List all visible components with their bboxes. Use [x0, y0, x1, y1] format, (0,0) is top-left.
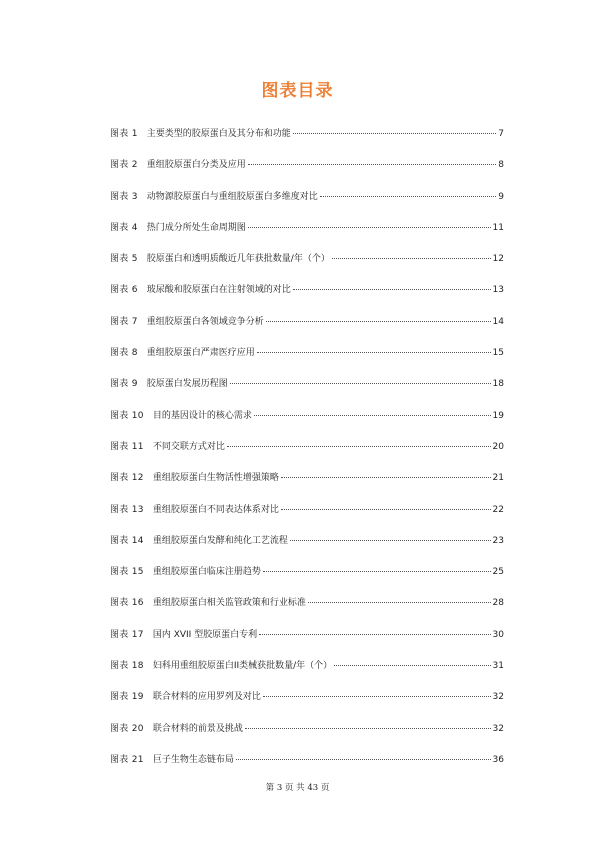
toc-entry-page: 32 [492, 723, 504, 734]
toc-entry-title: 热门成分所处生命周期图 [146, 222, 246, 233]
toc-leader-dots [332, 258, 491, 259]
toc-leader-dots [248, 227, 491, 228]
toc-entry-title: 玻尿酸和胶原蛋白在注射领域的对比 [146, 285, 291, 296]
toc-entry-label: 图表 17 [110, 629, 144, 640]
toc-entry-page: 19 [492, 410, 504, 421]
toc-entry-title: 不同交联方式对比 [152, 441, 225, 452]
toc-leader-dots [281, 509, 491, 510]
toc-entry[interactable] [110, 658, 504, 689]
toc-entry-label: 图表 14 [110, 535, 144, 546]
toc-entry-label: 图表 16 [110, 598, 144, 609]
toc-entry[interactable] [110, 752, 504, 783]
page-title: 图表目录 [261, 81, 334, 101]
toc-entry-page: 12 [492, 254, 504, 265]
toc-entry[interactable] [110, 533, 504, 564]
toc-entry[interactable] [110, 251, 504, 282]
toc-entry-page: 22 [492, 504, 504, 515]
toc-entry-label: 图表 3 [110, 191, 138, 202]
toc-leader-dots [334, 665, 490, 666]
toc-entry-label: 图表 2 [110, 160, 138, 171]
toc-entry-page: 8 [498, 160, 504, 171]
toc-entry-label: 图表 11 [110, 441, 144, 452]
toc-entry-label: 图表 1 [110, 129, 138, 139]
toc-entry-label: 图表 10 [110, 410, 144, 421]
toc-entry-label: 图表 15 [110, 567, 144, 578]
toc-entry-label: 图表 21 [110, 754, 144, 765]
toc-entry-label: 图表 20 [110, 723, 144, 734]
toc-entry-label: 图表 18 [110, 661, 144, 672]
toc-leader-dots [257, 352, 491, 353]
toc-entry[interactable] [110, 345, 504, 376]
toc-entry-page: 28 [492, 598, 504, 609]
toc-entry-title: 动物源胶原蛋白与重组胶原蛋白多维度对比 [146, 191, 318, 202]
toc-entry-label: 图表 7 [110, 316, 138, 327]
toc-entry-title: 巨子生物生态链布局 [152, 754, 234, 765]
toc-leader-dots [266, 321, 491, 322]
toc-entry-page: 30 [492, 629, 504, 640]
toc-entry-title: 胶原蛋白发展历程图 [146, 379, 228, 390]
figure-toc [110, 126, 504, 783]
toc-leader-dots [259, 634, 490, 635]
toc-entry[interactable] [110, 439, 504, 470]
toc-entry[interactable] [110, 502, 504, 533]
toc-entry-label: 图表 4 [110, 222, 138, 233]
toc-entry-page: 25 [492, 567, 504, 578]
toc-leader-dots [263, 571, 491, 572]
toc-entry-title: 妇科用重组胶原蛋白II类械获批数量/年（个） [152, 661, 333, 672]
toc-entry-title: 重组胶原蛋白严肃医疗应用 [146, 348, 255, 359]
toc-entry-page: 20 [492, 441, 504, 452]
toc-leader-dots [227, 446, 491, 447]
toc-entry-page: 7 [498, 129, 504, 139]
toc-entry[interactable] [110, 314, 504, 345]
page-footer: 第 3 页 共 43 页 [265, 783, 330, 793]
toc-leader-dots [230, 383, 491, 384]
toc-entry[interactable] [110, 627, 504, 658]
toc-leader-dots [281, 477, 491, 478]
toc-entry[interactable] [110, 376, 504, 407]
toc-entry[interactable] [110, 721, 504, 752]
toc-entry-title: 胶原蛋白和透明质酸近几年获批数量/年（个） [146, 254, 330, 265]
toc-entry-page: 31 [492, 661, 504, 672]
toc-entry-page: 13 [492, 285, 504, 296]
toc-entry[interactable] [110, 282, 504, 313]
toc-leader-dots [245, 728, 491, 729]
toc-leader-dots [263, 696, 491, 697]
toc-entry[interactable] [110, 689, 504, 720]
toc-entry[interactable] [110, 408, 504, 439]
toc-leader-dots [308, 602, 491, 603]
toc-entry[interactable] [110, 564, 504, 595]
toc-entry[interactable] [110, 126, 504, 157]
toc-entry-label: 图表 6 [110, 285, 138, 296]
toc-leader-dots [290, 540, 491, 541]
toc-entry-title: 国内 XVII 型胶原蛋白专利 [152, 629, 258, 640]
toc-entry-page: 14 [492, 316, 504, 327]
toc-entry-title: 重组胶原蛋白不同表达体系对比 [152, 504, 279, 515]
toc-leader-dots [320, 196, 496, 197]
toc-entry-label: 图表 19 [110, 692, 144, 703]
toc-leader-dots [236, 759, 491, 760]
toc-entry-label: 图表 9 [110, 379, 138, 390]
toc-entry-page: 32 [492, 692, 504, 703]
toc-entry[interactable] [110, 220, 504, 251]
toc-entry-title: 重组胶原蛋白各领域竞争分析 [146, 316, 264, 327]
toc-entry-label: 图表 8 [110, 348, 138, 359]
toc-leader-dots [293, 133, 496, 134]
toc-entry-label: 图表 5 [110, 254, 138, 265]
toc-entry-page: 18 [492, 379, 504, 390]
toc-entry-page: 15 [492, 348, 504, 359]
toc-entry[interactable] [110, 157, 504, 188]
toc-entry-label: 图表 13 [110, 504, 144, 515]
toc-entry-title: 主要类型的胶原蛋白及其分布和功能 [146, 129, 291, 139]
toc-entry[interactable] [110, 470, 504, 501]
toc-entry-title: 重组胶原蛋白生物活性增强策略 [152, 473, 279, 484]
toc-entry[interactable] [110, 595, 504, 626]
toc-entry-page: 23 [492, 535, 504, 546]
toc-leader-dots [293, 289, 491, 290]
toc-entry-title: 重组胶原蛋白临床注册趋势 [152, 567, 261, 578]
toc-entry-title: 重组胶原蛋白相关监管政策和行业标准 [152, 598, 306, 609]
toc-entry-title: 目的基因设计的核心需求 [152, 410, 252, 421]
toc-entry-label: 图表 12 [110, 473, 144, 484]
toc-entry-title: 重组胶原蛋白分类及应用 [146, 160, 246, 171]
toc-entry-page: 9 [498, 191, 504, 202]
toc-entry[interactable] [110, 189, 504, 220]
toc-entry-title: 联合材料的前景及挑战 [152, 723, 243, 734]
toc-leader-dots [254, 415, 491, 416]
toc-entry-page: 11 [492, 222, 504, 233]
toc-entry-title: 重组胶原蛋白发酵和纯化工艺流程 [152, 535, 288, 546]
toc-leader-dots [248, 164, 496, 165]
toc-entry-page: 21 [492, 473, 504, 484]
toc-entry-title: 联合材料的应用罗列及对比 [152, 692, 261, 703]
toc-entry-page: 36 [492, 754, 504, 765]
